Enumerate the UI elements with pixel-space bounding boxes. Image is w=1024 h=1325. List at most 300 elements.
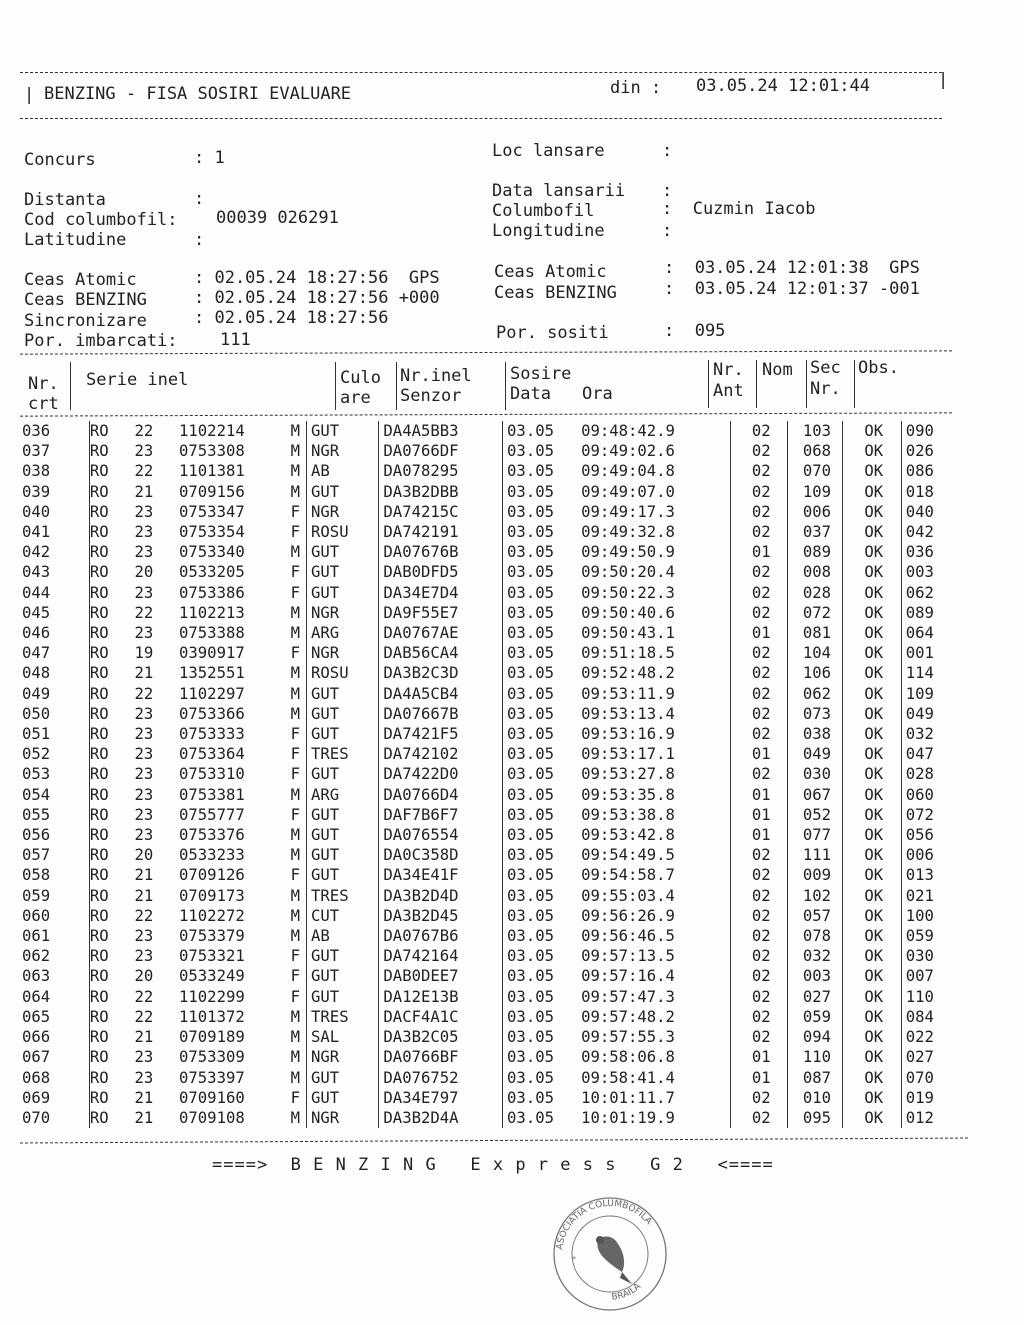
cell-data: 03.05 — [503, 421, 582, 441]
cell-sex: M — [290, 543, 301, 562]
cell-nom: 052 — [788, 805, 843, 825]
imbarcati-value: 111 — [220, 330, 251, 350]
cell-data: 03.05 — [503, 623, 582, 643]
cell-ant: 02 — [731, 441, 788, 461]
col-sep-2 — [335, 362, 336, 410]
cell-nr: 049 — [22, 684, 89, 704]
cell-nom: 049 — [788, 744, 843, 764]
cell-ora: 09:55:03.4 — [581, 886, 675, 905]
cell-nr: 050 — [22, 704, 89, 724]
header-obs: Obs. — [858, 358, 899, 378]
arrivals-table-body — [22, 421, 962, 1128]
cell-nom: 081 — [788, 623, 843, 643]
cell-ora: 09:53:17.1 — [581, 745, 675, 764]
cell-tara: RO — [89, 624, 109, 643]
cell-ant: 01 — [731, 805, 788, 825]
cell-sen: DA0C358D — [379, 845, 503, 865]
cell-an: 22 — [134, 684, 154, 703]
cell-nr: 059 — [22, 886, 89, 906]
cell-cul: GUT — [307, 724, 379, 744]
cell-sex: M — [290, 684, 301, 703]
cell-nom: 068 — [788, 441, 843, 461]
cell-sex: M — [290, 1028, 301, 1047]
cell-nr: 046 — [22, 623, 89, 643]
cell-nr: 061 — [22, 926, 89, 946]
cell-cul: TRES — [307, 886, 379, 906]
cell-inel: 0709173 — [179, 886, 245, 905]
table-row — [22, 704, 962, 724]
cell-nr: 064 — [22, 987, 89, 1007]
cell-an: 23 — [134, 543, 154, 562]
cell-cul: NGR — [307, 1108, 379, 1128]
cell-an: 23 — [134, 1048, 154, 1067]
cell-sex: F — [290, 563, 301, 582]
cell-sen: DA07676B — [379, 542, 503, 562]
cell-ant: 02 — [731, 663, 788, 683]
loc-lansare-value: : — [662, 141, 673, 161]
cell-tara: RO — [89, 846, 109, 865]
cell-nom: 109 — [788, 482, 843, 502]
cell-nr: 055 — [22, 805, 89, 825]
ceas-atomic-right-label: Ceas Atomic — [494, 262, 607, 282]
cell-sex: M — [290, 624, 301, 643]
cell-ora: 09:56:26.9 — [581, 906, 675, 925]
cell-inel: 0753381 — [179, 785, 245, 804]
cell-sex: F — [290, 947, 301, 966]
cell-sec: OK — [842, 1068, 901, 1088]
cell-obs: 022 — [901, 1027, 962, 1047]
cell-inel: 0753309 — [179, 1048, 245, 1067]
cell-sen: DA7422D0 — [379, 764, 503, 784]
cell-data: 03.05 — [503, 1068, 582, 1088]
cell-obs: 012 — [901, 1108, 962, 1128]
cell-nom: 102 — [788, 886, 843, 906]
cell-ant: 02 — [731, 684, 788, 704]
cell-data: 03.05 — [503, 1027, 582, 1047]
ceas-benzing-left-value: : 02.05.24 18:27:56 +000 — [194, 288, 440, 308]
cell-ant: 01 — [731, 744, 788, 764]
longitudine-label: Longitudine — [492, 221, 605, 241]
cell-an: 23 — [134, 947, 154, 966]
cell-sex: M — [290, 704, 301, 723]
cod-columbofil-value: 00039 026291 — [216, 208, 339, 228]
cell-sen: DA34E41F — [379, 865, 503, 885]
header-ant: Ant — [713, 381, 744, 401]
cell-sec: OK — [842, 1088, 901, 1108]
cod-columbofil-label: Cod columbofil: — [24, 210, 178, 230]
cell-sex: M — [290, 785, 301, 804]
cell-obs: 049 — [901, 704, 962, 724]
cell-ant: 02 — [731, 603, 788, 623]
cell-an: 22 — [134, 906, 154, 925]
cell-cul: NGR — [307, 441, 379, 461]
cell-nr: 040 — [22, 502, 89, 522]
cell-sex: M — [290, 442, 301, 461]
cell-data: 03.05 — [503, 865, 582, 885]
latitudine-value: : — [194, 230, 205, 250]
cell-sex: M — [290, 886, 301, 905]
cell-an: 23 — [134, 624, 154, 643]
data-lansarii-value: : — [662, 181, 673, 201]
cell-an: 23 — [134, 765, 154, 784]
cell-data: 03.05 — [503, 603, 582, 623]
cell-sec: OK — [842, 785, 901, 805]
cell-sex: M — [290, 462, 301, 481]
data-lansarii-label: Data lansarii — [492, 181, 626, 201]
cell-data: 03.05 — [503, 502, 582, 522]
cell-nr: 058 — [22, 865, 89, 885]
cell-tara: RO — [89, 422, 109, 440]
cell-sec: OK — [842, 562, 901, 582]
cell-data: 03.05 — [503, 583, 582, 603]
table-top-rule — [20, 350, 952, 354]
cell-cul: GUT — [307, 583, 379, 603]
cell-nom: 110 — [788, 1047, 843, 1067]
cell-obs: 040 — [901, 502, 962, 522]
cell-obs: 018 — [901, 482, 962, 502]
cell-sex: F — [290, 866, 301, 885]
cell-an: 19 — [134, 644, 154, 663]
table-row — [22, 441, 962, 461]
cell-data: 03.05 — [503, 482, 582, 502]
cell-nr: 047 — [22, 643, 89, 663]
cell-sec: OK — [842, 865, 901, 885]
cell-inel: 0753376 — [179, 826, 245, 845]
ceas-benzing-left-label: Ceas BENZING — [24, 290, 147, 310]
cell-nom: 059 — [788, 1007, 843, 1027]
cell-sex: M — [290, 422, 301, 440]
cell-data: 03.05 — [503, 643, 582, 663]
cell-ant: 02 — [731, 583, 788, 603]
cell-nom: 103 — [788, 421, 843, 441]
cell-obs: 001 — [901, 643, 962, 663]
cell-nr: 044 — [22, 583, 89, 603]
cell-sen: DA34E797 — [379, 1088, 503, 1108]
table-row — [22, 643, 962, 663]
header-sec: Sec — [810, 358, 841, 378]
cell-ant: 01 — [731, 825, 788, 845]
ceas-atomic-right-value: : 03.05.24 12:01:38 GPS — [664, 258, 920, 278]
cell-cul: ROSU — [307, 663, 379, 683]
cell-nom: 078 — [788, 926, 843, 946]
table-row — [22, 1068, 962, 1088]
table-row — [22, 785, 962, 805]
loc-lansare-label: Loc lansare — [492, 141, 605, 161]
cell-inel: 0709108 — [179, 1108, 245, 1127]
din-value: 03.05.24 12:01:44 — [696, 76, 870, 96]
cell-an: 22 — [134, 1007, 154, 1026]
cell-sen: DA0767B6 — [379, 926, 503, 946]
cell-nom: 111 — [788, 845, 843, 865]
imbarcati-label: Por. imbarcati: — [24, 331, 178, 351]
cell-cul: GUT — [307, 865, 379, 885]
cell-tara: RO — [89, 987, 109, 1006]
cell-sen: DA078295 — [379, 461, 503, 481]
header-sosire: Sosire — [510, 364, 572, 384]
report-title: BENZING - FISA SOSIRI EVALUARE — [44, 84, 352, 104]
header-nr-inel: Nr.inel — [400, 366, 472, 386]
cell-inel: 1102299 — [179, 987, 245, 1006]
cell-nom: 104 — [788, 643, 843, 663]
cell-data: 03.05 — [503, 704, 582, 724]
cell-obs: 019 — [901, 1088, 962, 1108]
cell-ant: 02 — [731, 704, 788, 724]
cell-obs: 056 — [901, 825, 962, 845]
cell-cul: ARG — [307, 785, 379, 805]
header-are: are — [340, 388, 371, 408]
cell-sen: DA3B2DBB — [379, 482, 503, 502]
cell-data: 03.05 — [503, 906, 582, 926]
cell-sec: OK — [842, 421, 901, 441]
longitudine-value: : — [662, 221, 673, 241]
concurs-value: : 1 — [194, 148, 225, 168]
cell-sen: DA742164 — [379, 946, 503, 966]
cell-data: 03.05 — [503, 845, 582, 865]
cell-ora: 09:57:13.5 — [581, 947, 675, 966]
cell-nr: 045 — [22, 603, 89, 623]
cell-ora: 09:53:13.4 — [581, 704, 675, 723]
cell-nr: 063 — [22, 966, 89, 986]
cell-nom: 008 — [788, 562, 843, 582]
cell-obs: 070 — [901, 1068, 962, 1088]
cell-sen: DA0766DF — [379, 441, 503, 461]
cell-ora: 09:54:58.7 — [581, 866, 675, 885]
cell-nr: 036 — [22, 421, 89, 441]
cell-an: 23 — [134, 442, 154, 461]
cell-sen: DA7421F5 — [379, 724, 503, 744]
cell-ora: 09:53:16.9 — [581, 725, 675, 744]
cell-cul: GUT — [307, 1088, 379, 1108]
cell-cul: GUT — [307, 805, 379, 825]
cell-obs: 110 — [901, 987, 962, 1007]
cell-an: 21 — [134, 1028, 154, 1047]
cell-inel: 0533249 — [179, 967, 245, 986]
cell-sec: OK — [842, 603, 901, 623]
cell-sex: F — [290, 765, 301, 784]
cell-sex: F — [290, 1088, 301, 1107]
header-data: Data — [510, 384, 551, 404]
cell-ant: 02 — [731, 987, 788, 1007]
header-sec-nr: Nr. — [810, 379, 841, 399]
cell-ant: 02 — [731, 562, 788, 582]
cell-obs: 060 — [901, 785, 962, 805]
cell-nom: 038 — [788, 724, 843, 744]
cell-sec: OK — [842, 1007, 901, 1027]
cell-nr: 053 — [22, 764, 89, 784]
din-label: din : — [610, 78, 662, 98]
cell-nr: 054 — [22, 785, 89, 805]
cell-sec: OK — [842, 502, 901, 522]
cell-tara: RO — [89, 1028, 109, 1047]
cell-ora: 09:53:11.9 — [581, 684, 675, 703]
cell-inel: 0753386 — [179, 583, 245, 602]
cell-data: 03.05 — [503, 966, 582, 986]
cell-tara: RO — [89, 603, 109, 622]
table-row — [22, 825, 962, 845]
cell-ant: 02 — [731, 482, 788, 502]
cell-tara: RO — [89, 664, 109, 683]
cell-tara: RO — [89, 563, 109, 582]
cell-sec: OK — [842, 1027, 901, 1047]
cell-data: 03.05 — [503, 946, 582, 966]
cell-data: 03.05 — [503, 886, 582, 906]
cell-sec: OK — [842, 724, 901, 744]
cell-sex: M — [290, 482, 301, 501]
cell-sen: DA0766D4 — [379, 785, 503, 805]
cell-ora: 10:01:19.9 — [581, 1108, 675, 1127]
cell-sec: OK — [842, 643, 901, 663]
cell-nr: 042 — [22, 542, 89, 562]
cell-nr: 038 — [22, 461, 89, 481]
cell-sec: OK — [842, 583, 901, 603]
cell-inel: 0709126 — [179, 866, 245, 885]
cell-nom: 057 — [788, 906, 843, 926]
table-row — [22, 603, 962, 623]
cell-tara: RO — [89, 543, 109, 562]
cell-cul: GUT — [307, 1068, 379, 1088]
table-row — [22, 562, 962, 582]
cell-nr: 041 — [22, 522, 89, 542]
cell-cul: AB — [307, 461, 379, 481]
cell-sex: F — [290, 725, 301, 744]
cell-sec: OK — [842, 764, 901, 784]
table-row — [22, 461, 962, 481]
cell-sen: DA3B2D45 — [379, 906, 503, 926]
cell-sen: DA3B2C05 — [379, 1027, 503, 1047]
cell-tara: RO — [89, 725, 109, 744]
table-row — [22, 987, 962, 1007]
cell-data: 03.05 — [503, 805, 582, 825]
cell-inel: 0709160 — [179, 1088, 245, 1107]
cell-sec: OK — [842, 744, 901, 764]
cell-data: 03.05 — [503, 724, 582, 744]
cell-cul: NGR — [307, 502, 379, 522]
cell-sen: DAB0DFD5 — [379, 562, 503, 582]
cell-sex: M — [290, 1068, 301, 1087]
cell-sec: OK — [842, 966, 901, 986]
cell-ora: 09:53:42.8 — [581, 826, 675, 845]
cell-tara: RO — [89, 785, 109, 804]
pigeon-icon — [596, 1236, 632, 1284]
cell-inel: 0753333 — [179, 725, 245, 744]
cell-sex: M — [290, 664, 301, 683]
cell-sex: M — [290, 826, 301, 845]
cell-ora: 09:48:42.9 — [581, 422, 675, 440]
cell-ora: 10:01:11.7 — [581, 1088, 675, 1107]
cell-nr: 051 — [22, 724, 89, 744]
cell-ant: 02 — [731, 865, 788, 885]
cell-ant: 02 — [731, 1007, 788, 1027]
cell-ant: 02 — [731, 461, 788, 481]
cell-sec: OK — [842, 845, 901, 865]
cell-sec: OK — [842, 1108, 901, 1128]
col-sep-6 — [756, 360, 757, 408]
cell-cul: GUT — [307, 704, 379, 724]
cell-an: 20 — [134, 967, 154, 986]
table-row — [22, 926, 962, 946]
header-senzor: Senzor — [400, 386, 462, 406]
cell-obs: 100 — [901, 906, 962, 926]
cell-sen: DA076554 — [379, 825, 503, 845]
cell-data: 03.05 — [503, 825, 582, 845]
cell-obs: 042 — [901, 522, 962, 542]
cell-sec: OK — [842, 623, 901, 643]
cell-cul: NGR — [307, 603, 379, 623]
cell-nr: 068 — [22, 1068, 89, 1088]
cell-ora: 09:49:17.3 — [581, 502, 675, 521]
cell-an: 20 — [134, 563, 154, 582]
sositi-value: : 095 — [664, 321, 726, 341]
cell-sec: OK — [842, 886, 901, 906]
table-row — [22, 1108, 962, 1128]
cell-nom: 106 — [788, 663, 843, 683]
cell-obs: 013 — [901, 865, 962, 885]
cell-sec: OK — [842, 522, 901, 542]
cell-ora: 09:58:41.4 — [581, 1068, 675, 1087]
header-right-bar: | — [938, 70, 949, 90]
cell-tara: RO — [89, 947, 109, 966]
cell-nr: 048 — [22, 663, 89, 683]
cell-obs: 007 — [901, 966, 962, 986]
cell-tara: RO — [89, 765, 109, 784]
cell-data: 03.05 — [503, 684, 582, 704]
header-nom: Nom — [762, 360, 793, 380]
cell-obs: 114 — [901, 663, 962, 683]
cell-inel: 0753310 — [179, 765, 245, 784]
cell-nr: 056 — [22, 825, 89, 845]
header-nr: Nr. — [28, 374, 59, 394]
stamp-text-top: ASOCIATIA COLUMBOFILA — [555, 1198, 654, 1251]
cell-nom: 027 — [788, 987, 843, 1007]
table-row — [22, 482, 962, 502]
cell-sen: DACF4A1C — [379, 1007, 503, 1027]
cell-nom: 032 — [788, 946, 843, 966]
cell-ant: 01 — [731, 542, 788, 562]
cell-an: 23 — [134, 523, 154, 542]
cell-data: 03.05 — [503, 785, 582, 805]
cell-tara: RO — [89, 583, 109, 602]
cell-sex: F — [290, 523, 301, 542]
cell-sex: F — [290, 644, 301, 663]
cell-an: 21 — [134, 1108, 154, 1127]
cell-inel: 0753340 — [179, 543, 245, 562]
cell-tara: RO — [89, 927, 109, 946]
cell-tara: RO — [89, 502, 109, 521]
cell-nr: 052 — [22, 744, 89, 764]
cell-tara: RO — [89, 482, 109, 501]
cell-sec: OK — [842, 946, 901, 966]
cell-sen: DAF7B6F7 — [379, 805, 503, 825]
header-culo: Culo — [340, 368, 381, 388]
cell-cul: NGR — [307, 1047, 379, 1067]
header-nr-ant: Nr. — [713, 360, 744, 380]
cell-tara: RO — [89, 826, 109, 845]
cell-tara: RO — [89, 644, 109, 663]
cell-cul: SAL — [307, 1027, 379, 1047]
table-row — [22, 1088, 962, 1108]
table-row — [22, 663, 962, 683]
table-row — [22, 805, 962, 825]
cell-ora: 09:53:27.8 — [581, 765, 675, 784]
cell-sec: OK — [842, 441, 901, 461]
header-ora: Ora — [582, 384, 613, 404]
cell-obs: 089 — [901, 603, 962, 623]
col-sep-3 — [396, 362, 397, 410]
cell-obs: 047 — [901, 744, 962, 764]
table-header-rule — [20, 412, 952, 416]
cell-nom: 094 — [788, 1027, 843, 1047]
cell-tara: RO — [89, 462, 109, 481]
